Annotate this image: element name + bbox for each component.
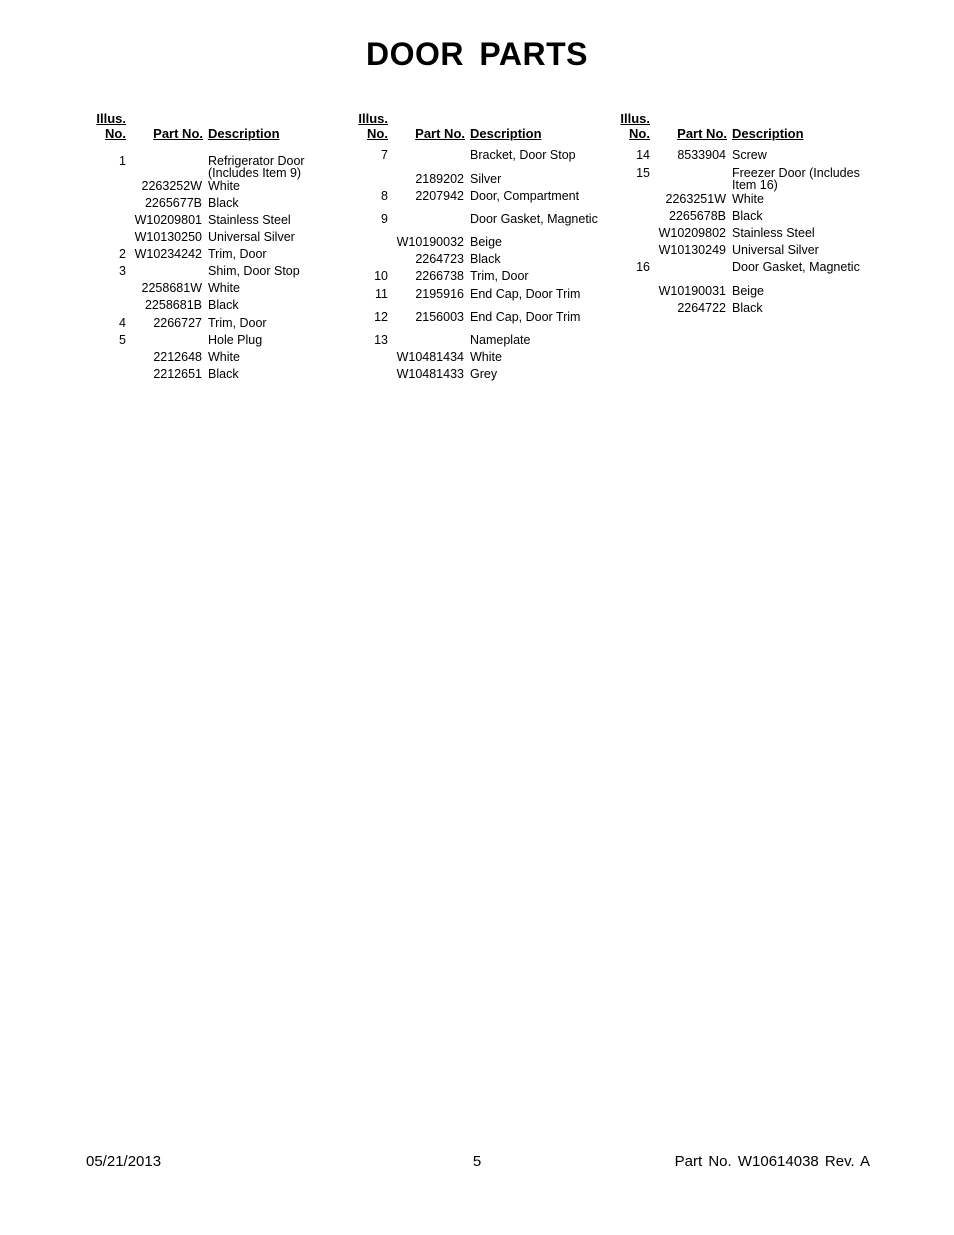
part-description: Trim, Door bbox=[208, 316, 267, 330]
part-description: Beige bbox=[470, 235, 502, 249]
part-number: 2264722 bbox=[677, 301, 726, 315]
footer-page-number: 5 bbox=[472, 1153, 482, 1170]
part-description: Grey bbox=[470, 367, 498, 381]
part-description: Door, Compartment bbox=[470, 189, 580, 203]
part-description: Black bbox=[470, 252, 501, 266]
part-description: End Cap, Door Trim bbox=[470, 287, 581, 301]
part-number: W10234242 bbox=[134, 247, 202, 261]
part-number: W10190032 bbox=[396, 235, 464, 249]
illus-no-header: Illus. No. bbox=[620, 111, 650, 141]
part-description: Black bbox=[732, 301, 763, 315]
part-description: Stainless Steel bbox=[208, 213, 291, 227]
part-number: 2258681B bbox=[144, 298, 202, 312]
illus-no-header: Illus. No. bbox=[96, 111, 126, 141]
part-description: Black bbox=[208, 367, 239, 381]
page-title: DOOR PARTS bbox=[366, 36, 588, 72]
description-header: Description bbox=[732, 126, 804, 141]
part-number: W10130249 bbox=[658, 243, 726, 257]
part-description: Bracket, Door Stop bbox=[470, 148, 576, 162]
illus-no: 4 bbox=[119, 316, 126, 330]
illus-no: 11 bbox=[375, 287, 388, 301]
part-number: 2265677B bbox=[144, 196, 202, 210]
part-description: Black bbox=[208, 298, 239, 312]
illus-no: 14 bbox=[636, 148, 650, 162]
part-description: Stainless Steel bbox=[732, 226, 815, 240]
illus-no: 3 bbox=[119, 264, 126, 278]
illus-no-header: Illus. No. bbox=[358, 111, 388, 141]
part-description: Universal Silver bbox=[732, 243, 819, 257]
part-description: White bbox=[470, 350, 502, 364]
part-number: 2265678B bbox=[668, 209, 726, 223]
column-header bbox=[610, 111, 870, 147]
part-description: Universal Silver bbox=[208, 230, 295, 244]
part-number: 8533904 bbox=[677, 148, 726, 162]
part-description: Freezer Door (Includes Item 16) bbox=[732, 166, 860, 192]
illus-no: 12 bbox=[374, 310, 388, 324]
part-no-header: Part No. bbox=[677, 126, 727, 141]
illus-no: 15 bbox=[636, 166, 650, 180]
illus-no: 5 bbox=[119, 333, 126, 347]
part-description: Door Gasket, Magnetic bbox=[470, 212, 598, 226]
part-number: W10481433 bbox=[396, 367, 464, 381]
part-number: W10209802 bbox=[658, 226, 726, 240]
part-description: White bbox=[732, 192, 764, 206]
part-description: Trim, Door bbox=[470, 269, 529, 283]
part-number: W10190031 bbox=[658, 284, 726, 298]
part-number: 2266738 bbox=[415, 269, 464, 283]
illus-no: 9 bbox=[381, 212, 388, 226]
part-number: 2212648 bbox=[153, 350, 202, 364]
part-number: W10481434 bbox=[396, 350, 464, 364]
illus-no: 2 bbox=[119, 247, 126, 261]
illus-no: 7 bbox=[381, 148, 388, 162]
illus-no: 10 bbox=[374, 269, 388, 283]
part-number: 2266727 bbox=[153, 316, 202, 330]
part-description: Shim, Door Stop bbox=[208, 264, 300, 278]
part-number: W10209801 bbox=[134, 213, 202, 227]
part-number: 2189202 bbox=[415, 172, 464, 186]
part-description: Silver bbox=[470, 172, 502, 186]
illus-no: 8 bbox=[381, 189, 388, 203]
part-description: Refrigerator Door (Includes Item 9) bbox=[208, 154, 305, 180]
part-description: Black bbox=[208, 196, 239, 210]
part-number: 2207942 bbox=[415, 189, 464, 203]
part-description: White bbox=[208, 179, 240, 193]
part-description: Nameplate bbox=[470, 333, 531, 347]
part-description: Hole Plug bbox=[208, 333, 263, 347]
part-number: 2264723 bbox=[415, 252, 464, 266]
illus-no: 1 bbox=[119, 154, 126, 168]
part-description: Screw bbox=[732, 148, 767, 162]
part-number: W10130250 bbox=[134, 230, 202, 244]
column-header bbox=[348, 111, 608, 147]
part-description: Black bbox=[732, 209, 763, 223]
footer-date: 05/21/2013 bbox=[86, 1153, 162, 1170]
part-number: 2212651 bbox=[153, 367, 202, 381]
part-number: 2258681W bbox=[141, 281, 202, 295]
part-number: 2195916 bbox=[415, 287, 464, 301]
part-number: 2263251W bbox=[665, 192, 726, 206]
column-header bbox=[86, 111, 346, 147]
part-number: 2156003 bbox=[415, 310, 464, 324]
part-number: 2263252W bbox=[141, 179, 202, 193]
part-description: End Cap, Door Trim bbox=[470, 310, 581, 324]
description-header: Description bbox=[208, 126, 280, 141]
part-description: Door Gasket, Magnetic bbox=[732, 260, 860, 274]
illus-no: 13 bbox=[374, 333, 388, 347]
part-description: Beige bbox=[732, 284, 764, 298]
part-no-header: Part No. bbox=[415, 126, 465, 141]
part-description: White bbox=[208, 350, 240, 364]
footer-part-reference: Part No. W10614038 Rev. A bbox=[674, 1153, 870, 1170]
illus-no: 16 bbox=[636, 260, 650, 274]
part-description: Trim, Door bbox=[208, 247, 267, 261]
part-description: White bbox=[208, 281, 240, 295]
description-header: Description bbox=[470, 126, 542, 141]
part-no-header: Part No. bbox=[153, 126, 203, 141]
